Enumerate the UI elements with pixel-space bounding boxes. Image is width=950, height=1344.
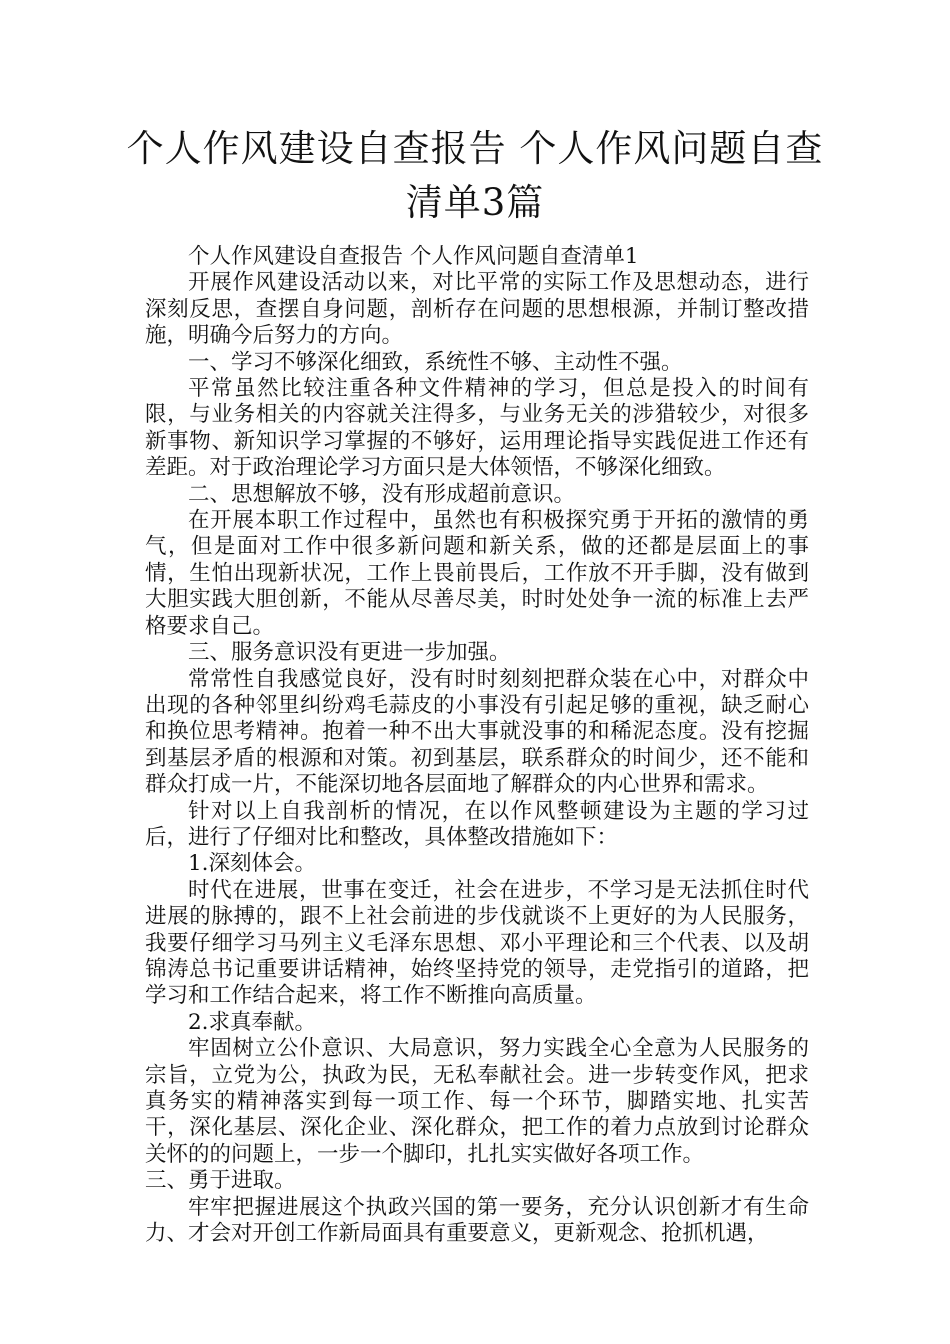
paragraph: 牢牢把握进展这个执政兴国的第一要务，充分认识创新才有生命力、才会对开创工作新局面具有重要意义，更新观念、抢抓机遇， [145, 1194, 809, 1247]
document-title: 个人作风建设自查报告 个人作风问题自查清单3篇 [126, 127, 824, 224]
document-body [145, 244, 809, 1247]
paragraph: 常常性自我感觉良好，没有时时刻刻把群众装在心中，对群众中出现的各种邻里纠纷鸡毛蒜皮的小事没有引起足够的重视，缺乏耐心和换位思考精神。抱着一种不出大事就没事的和稀泥态度。没有挖掘到基层矛盾的根源和对策。初到基层，联系群众的时间少，还不能和群众打成一片，不能深切地各层面地了解群众的内心世界和需求。 [145, 666, 809, 798]
section-heading: 三、服务意识没有更进一步加强。 [188, 640, 511, 666]
paragraph: 牢固树立公仆意识、大局意识，努力实践全心全意为人民服务的宗旨，立党为公，执政为民，无私奉献社会。进一步转变作风，把求真务实的精神落实到每一项工作、每一个环节，脚踏实地、扎实苦干，深化基层、深化企业、深化群众，把工作的着力点放到讨论群众关怀的的问题上，一步一个脚印，扎扎实实做好各项工作。 [145, 1036, 809, 1167]
section-heading: 一、学习不够深化细致，系统性不够、主动性不强。 [188, 349, 683, 375]
subsection-heading: 2.求真奉献。 [188, 1009, 317, 1035]
section-heading: 二、思想解放不够，没有形成超前意识。 [188, 481, 576, 507]
paragraph-subtitle: 个人作风建设自查报告 个人作风问题自查清单1 [188, 244, 639, 269]
section-heading: 三、勇于进取。 [145, 1168, 296, 1194]
paragraph: 针对以上自我剖析的情况，在以作风整顿建设为主题的学习过后，进行了仔细对比和整改，具体整改措施如下： [145, 798, 809, 850]
paragraph: 开展作风建设活动以来，对比平常的实际工作及思想动态，进行深刻反思，查摆自身问题，剖析存在问题的思想根源，并制订整改措施，明确今后努力的方向。 [145, 270, 809, 349]
paragraph: 时代在进展，世事在变迁，社会在进步，不学习是无法抓住时代进展的脉搏的，跟不上社会前进的步伐就谈不上更好的为人民服务，我要仔细学习马列主义毛泽东思想、邓小平理论和三个代表、以及胡锦涛总书记重要讲话精神，始终坚持党的领导，走党指引的道路，把学习和工作结合起来，将工作不断推向高质量。 [145, 877, 809, 1009]
subsection-heading: 1.深刻体会。 [188, 851, 317, 877]
paragraph: 平常虽然比较注重各种文件精神的学习，但总是投入的时间有限，与业务相关的内容就关注得多，与业务无关的涉猎较少，对很多新事物、新知识学习掌握的不够好，运用理论指导实践促进工作还有差距。对于政治理论学习方面只是大体领悟，不够深化细致。 [145, 376, 809, 481]
paragraph: 在开展本职工作过程中，虽然也有积极探究勇于开拓的激情的勇气，但是面对工作中很多新问题和新关系，做的还都是层面上的事情，生怕出现新状况，工作上畏前畏后，工作放不开手脚，没有做到大胆实践大胆创新，不能从尽善尽美，时时处处争一流的标准上去严格要求自己。 [145, 508, 809, 639]
